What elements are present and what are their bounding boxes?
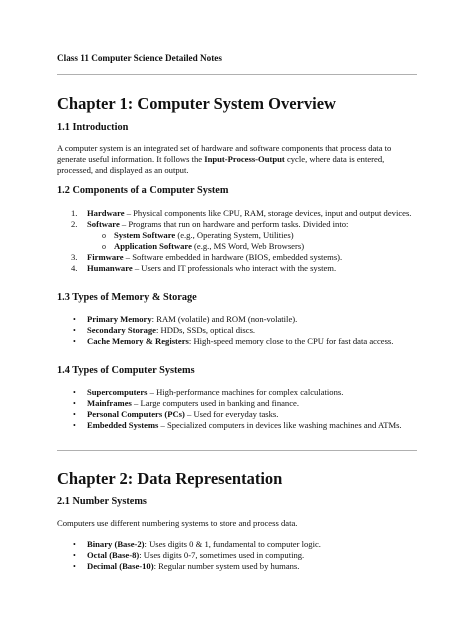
bullet-icon: •	[73, 315, 76, 324]
chapter-divider	[57, 450, 417, 451]
item-term: Application Software	[114, 241, 192, 251]
components-list	[57, 208, 419, 274]
document-header: Class 11 Computer Science Detailed Notes	[57, 53, 222, 63]
memory-list	[57, 314, 419, 347]
sub-bullet-icon: o	[102, 242, 106, 251]
header-divider	[57, 74, 417, 75]
item-term: Binary (Base-2)	[87, 539, 145, 549]
bullet-icon: •	[73, 399, 76, 408]
list-item	[57, 550, 419, 561]
item-description: : Uses digits 0-7, sometimes used in computing.	[139, 550, 305, 560]
item-description: – High-performance machines for complex calculations.	[147, 387, 344, 397]
list-item	[57, 219, 419, 230]
item-description: – Specialized computers in devices like washing machines and ATMs.	[158, 420, 402, 430]
list-item	[57, 252, 419, 263]
item-term: Personal Computers (PCs)	[87, 409, 185, 419]
item-description: – Programs that run on hardware and perform tasks. Divided into:	[119, 219, 349, 229]
bullet-icon: •	[73, 540, 76, 549]
item-description: – Software embedded in hardware (BIOS, embedded systems).	[123, 252, 343, 262]
item-description: (e.g., MS Word, Web Browsers)	[191, 241, 305, 251]
list-number: 1.	[71, 208, 78, 218]
list-number: 2.	[71, 219, 78, 229]
bullet-icon: •	[73, 388, 76, 397]
list-item	[57, 263, 419, 274]
sub-list-item	[57, 241, 419, 252]
item-description: : Uses digits 0 & 1, fundamental to computer logic.	[144, 539, 321, 549]
item-term: Firmware	[87, 252, 124, 262]
chapter-1-title: Chapter 1: Computer System Overview	[57, 94, 336, 113]
list-item	[57, 539, 419, 550]
item-term: Cache Memory & Registers	[87, 336, 189, 346]
item-term: Secondary Storage	[87, 325, 156, 335]
item-description: : Regular number system used by humans.	[153, 561, 300, 571]
item-term: Hardware	[87, 208, 125, 218]
para-emphasis: Input-Process-Output	[204, 154, 285, 164]
para-text-c: cycle, where data is entered, processed, and displayed as an output.	[57, 154, 385, 175]
item-term: Supercomputers	[87, 387, 148, 397]
item-description: : RAM (volatile) and ROM (non-volatile).	[151, 314, 298, 324]
item-description: – Physical components like CPU, RAM, storage devices, input and output devices.	[124, 208, 412, 218]
section-1-1-title: 1.1 Introduction	[57, 122, 129, 133]
list-item	[57, 336, 419, 347]
item-term: Mainframes	[87, 398, 132, 408]
section-1-4-title: 1.4 Types of Computer Systems	[57, 365, 195, 376]
list-item	[57, 398, 419, 409]
item-term: System Software	[114, 230, 176, 240]
section-1-2-title: 1.2 Components of a Computer System	[57, 185, 229, 196]
bullet-icon: •	[73, 337, 76, 346]
list-item	[57, 409, 419, 420]
list-item	[57, 420, 419, 431]
bullet-icon: •	[73, 551, 76, 560]
para-text-a: A computer system is an integrated set of hardware and software components that process data to generate useful information. It follows the	[57, 143, 392, 164]
item-term: Software	[87, 219, 120, 229]
item-term: Humanware	[87, 263, 133, 273]
item-description: – Large computers used in banking and finance.	[131, 398, 300, 408]
list-item	[57, 387, 419, 398]
item-description: – Users and IT professionals who interact with the system.	[132, 263, 337, 273]
bullet-icon: •	[73, 326, 76, 335]
list-number: 4.	[71, 263, 78, 273]
item-term: Octal (Base-8)	[87, 550, 140, 560]
item-description: (e.g., Operating System, Utilities)	[175, 230, 294, 240]
bullet-icon: •	[73, 562, 76, 571]
bullet-icon: •	[73, 410, 76, 419]
item-description: : HDDs, SSDs, optical discs.	[155, 325, 256, 335]
list-item	[57, 208, 419, 219]
item-description: : High-speed memory close to the CPU for fast data access.	[188, 336, 394, 346]
list-item	[57, 325, 419, 336]
section-1-3-title: 1.3 Types of Memory & Storage	[57, 292, 197, 303]
list-item	[57, 314, 419, 325]
section-2-1-paragraph: Computers use different numbering systems to store and process data.	[57, 518, 298, 528]
item-description: – Used for everyday tasks.	[184, 409, 279, 419]
chapter-2-title: Chapter 2: Data Representation	[57, 469, 283, 488]
section-1-1-paragraph	[57, 143, 419, 176]
sub-list-item	[57, 230, 419, 241]
computer-types-list	[57, 387, 419, 431]
item-term: Decimal (Base-10)	[87, 561, 154, 571]
sub-bullet-icon: o	[102, 231, 106, 240]
bullet-icon: •	[73, 421, 76, 430]
item-term: Primary Memory	[87, 314, 152, 324]
section-2-1-title: 2.1 Number Systems	[57, 496, 147, 507]
list-number: 3.	[71, 252, 78, 262]
number-systems-list	[57, 539, 419, 572]
item-term: Embedded Systems	[87, 420, 159, 430]
list-item	[57, 561, 419, 572]
